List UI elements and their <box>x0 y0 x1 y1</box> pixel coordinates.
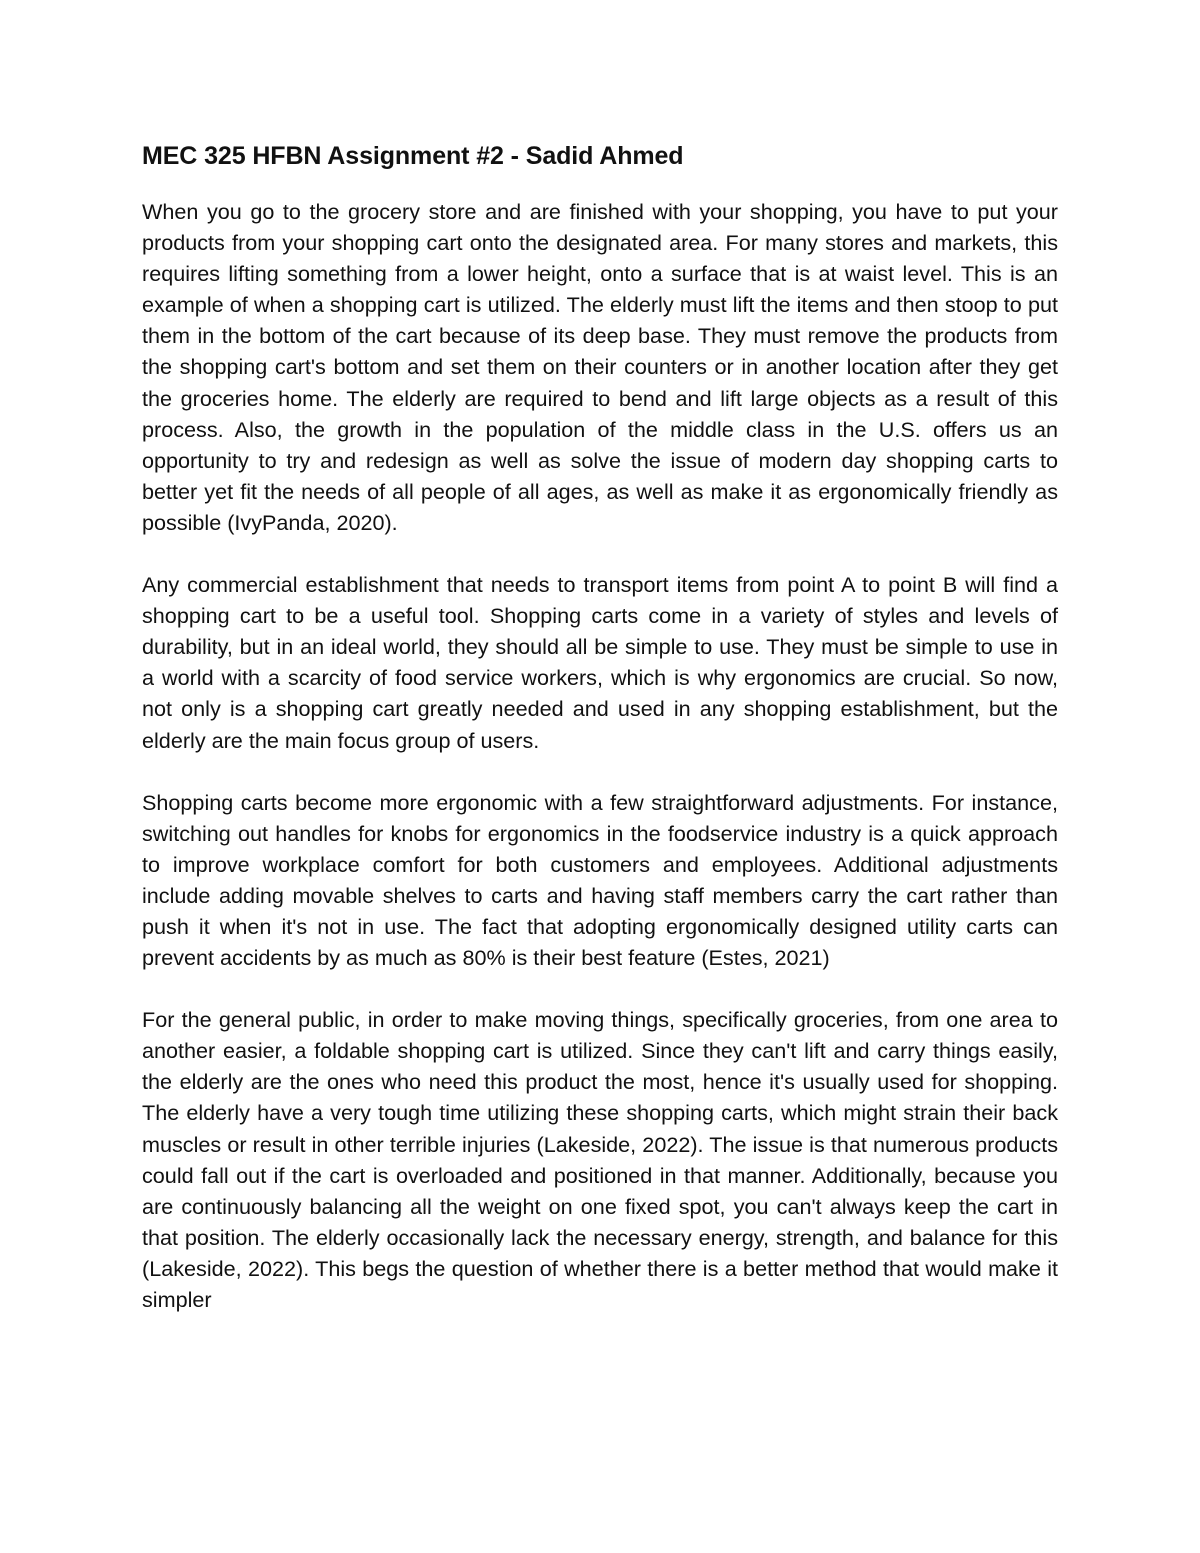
paragraph-2: Any commercial establishment that needs to transport items from point A to point B will find a shopping cart to be a useful tool. Shopping carts come in a variety of styles and levels of durability, but in an ideal world, they should all be simple to use. They must be simple to use in a world with a scarcity of food service workers, which is why ergonomics are crucial. So now, not only is a shopping cart greatly needed and used in any shopping establishment, but the elderly are the main focus group of users. <box>142 572 1058 753</box>
paragraph-4: For the general public, in order to make moving things, specifically groceries, from one area to another easier, a foldable shopping cart is utilized. Since they can't lift and carry things easily, the elderly are the ones who need this product the most, hence it's usually used for shopping. The elderly have a very tough time utilizing these shopping carts, which might strain their back muscles or result in other terrible injuries (Lakeside, 2022). The issue is that numerous products could fall out if the cart is overloaded and positioned in that manner. Additionally, because you are continuously balancing all the weight on one fixed spot, you can't always keep the cart in that position. The elderly occasionally lack the necessary energy, strength, and balance for this (Lakeside, 2022). This begs the question of whether there is a better method that would make it simpler <box>142 1007 1058 1312</box>
paragraph-3: Shopping carts become more ergonomic with a few straightforward adjustments. For instance, switching out handles for knobs for ergonomics in the foodservice industry is a quick approach to improve workplace comfort for both customers and employees. Additional adjustments include adding movable shelves to carts and having staff members carry the cart rather than push it when it's not in use. The fact that adopting ergonomically designed utility carts can prevent accidents by as much as 80% is their best feature (Estes, 2021) <box>142 789 1058 971</box>
document-body <box>142 138 1058 1346</box>
document-title: MEC 325 HFBN Assignment #2 - Sadid Ahmed <box>142 142 684 170</box>
paragraph-1: When you go to the grocery store and are finished with your shopping, you have to put your products from your shopping cart onto the designated area. For many stores and markets, this requires lifting something from a lower height, onto a surface that is at waist level. This is an example of when a shopping cart is utilized. The elderly must lift the items and then stoop to put them in the bottom of the cart because of its deep base. They must remove the products from the shopping cart's bottom and set them on their counters or in another location after they get the groceries home. The elderly are required to bend and lift large objects as a result of this process. Also, the growth in the population of the middle class in the U.S. offers us an opportunity to try and redesign as well as solve the issue of modern day shopping carts to better yet fit the needs of all people of all ages, as well as make it as ergonomically friendly as possible (IvyPanda, 2020). <box>142 199 1058 535</box>
